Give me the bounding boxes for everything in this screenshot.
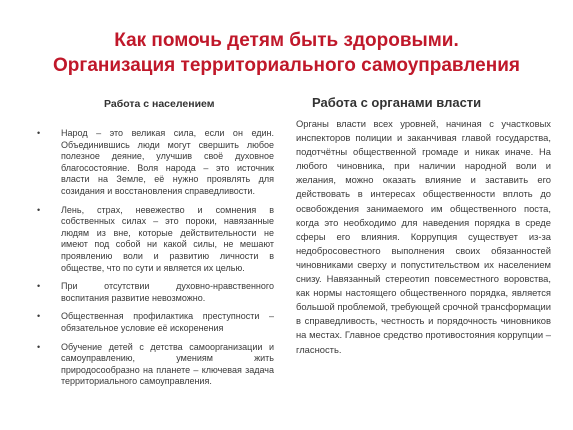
- authorities-work-paragraph: Органы власти всех уровней, начиная с участковых инспекторов полиции и заканчивая главой государства, подотчётны общественной громаде и никак иначе. На любого чиновника, при наличии народной воли и желания, можно оказать влияние и заставить его действовать в интересах общественности вплоть до освобождения занимаемого им общественного поста, когда это необходимо для наведения порядка в среде сферы его влияния. Коррупция существует из-за недобросовестного выполнения своих обязанностей чиновниками сверху и попустительством их населением снизу. Навязанный стереотип повсеместного воровства, как нормы настоящего общественного порядка, является большой проблемой, требующей срочной трансформации в справедливость, честность и порядочность чиновников на местах. Главное средство противостояния коррупции – гласность.: [296, 118, 551, 355]
- list-item-text: Общественная профилактика преступности – обязательное условие её искоренения: [61, 311, 274, 333]
- bullet-icon: •: [37, 341, 41, 352]
- list-item-text: Лень, страх, невежество и сомнения в собственных силах – это пороки, навязанные людям из вне, которые действительности не имеют под собой ни какой силы, не мешают проявлению воли и развитию личности в обществе, что по сути и является их целью.: [61, 204, 274, 273]
- bullet-icon: •: [37, 311, 41, 322]
- title-line-1: Как помочь детям быть здоровыми.: [114, 30, 459, 51]
- list-item: [37, 205, 274, 275]
- list-item: [37, 311, 274, 334]
- list-item-text: При отсутствии духовно-нравственного воспитания развитие невозможно.: [61, 281, 274, 303]
- list-item: [37, 281, 274, 304]
- right-column-heading: Работа с органами власти: [312, 95, 482, 110]
- slide-title: [0, 28, 573, 78]
- bullet-icon: •: [37, 128, 41, 138]
- bullet-icon: •: [37, 281, 41, 292]
- list-item: [37, 342, 274, 388]
- list-item-text: Обучение детей с детства самоорганизации и самоуправлению, умениям жить природосообразно на планете – ключевая задача территориального самоуправления.: [61, 341, 274, 387]
- list-item: [37, 128, 274, 198]
- population-work-list: [37, 128, 274, 395]
- left-column-heading: Работа с населением: [104, 98, 215, 110]
- title-line-2: Организация территориального самоуправления: [53, 55, 520, 76]
- bullet-icon: •: [37, 204, 41, 215]
- list-item-text: Народ – это великая сила, если он един. Объединившись люди могут свершить любое полезное деяние, улучшив своё духовное благосостояние. Воля народа – это источник власти на Земле, её нужно проявлять для созидания и восстановления справедливости.: [61, 128, 274, 196]
